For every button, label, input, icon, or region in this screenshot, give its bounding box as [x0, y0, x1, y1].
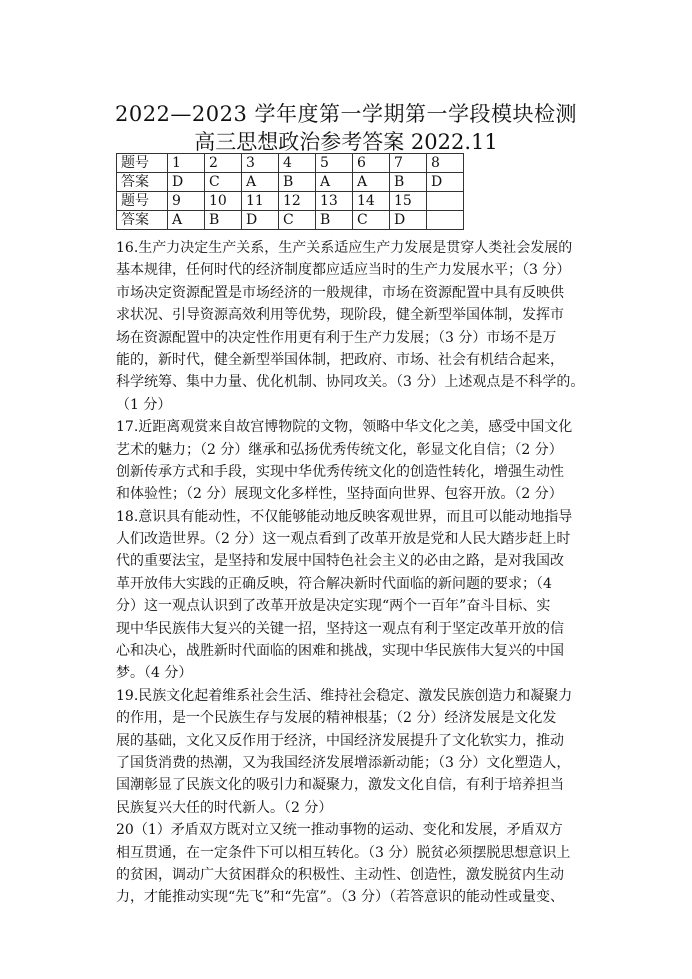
answer-line: 和体验性；（2 分）展现文化多样性，坚持面向世界、包容开放。（2 分）	[116, 486, 563, 503]
answer-q17	[116, 416, 584, 506]
table-cell: 15	[390, 192, 427, 211]
table-cell: B	[279, 173, 316, 192]
answer-line: 18.意识具有能动性，不仅能够能动地反映客观世界，而且可以能动地指导	[116, 508, 573, 525]
table-cell: D	[390, 211, 427, 230]
answer-line: 的贫困，调动广大贫困群众的积极性、主动性、创造性，激发脱贫内生动	[116, 866, 564, 883]
answer-line: 国潮彰显了民族文化的吸引力和凝聚力，激发文化自信，有利于培养担当	[116, 777, 564, 794]
table-row	[117, 192, 464, 211]
answer-line: 代的重要法宝，是坚持和发展中国特色社会主义的必由之路，是对我国改	[116, 553, 564, 570]
table-cell: 1	[168, 154, 205, 173]
answer-line: 市场决定资源配置是市场经济的一般规律，市场在资源配置中具有反映供	[116, 284, 564, 301]
table-cell: 13	[316, 192, 353, 211]
table-row-header: 题号	[117, 154, 168, 173]
answer-line: 16.生产力决定生产关系，生产关系适应生产力发展是贯穿人类社会发展的	[116, 240, 573, 256]
table-row	[117, 211, 464, 230]
answer-line: 科学统筹、集中力量、优化机制、协同攻关。（3 分）上述观点是不科学的。	[116, 374, 584, 391]
answer-line: 心和决心，战胜新时代面临的困难和挑战，实现中华民族伟大复兴的中国	[116, 643, 564, 660]
table-cell: 7	[390, 154, 427, 173]
table-cell: D	[427, 173, 464, 192]
answer-line: 的作用，是一个民族生存与发展的精神根基；（2 分）经济发展是文化发	[116, 710, 557, 727]
table-cell: 11	[242, 192, 279, 211]
table-cell: 9	[168, 192, 205, 211]
answer-line: 基本规律，任何时代的经济制度都应适应当时的生产力发展水平；（3 分）	[116, 262, 571, 279]
answer-line: 展的基础，文化又反作用于经济，中国经济发展提升了文化软实力，推动	[116, 732, 564, 749]
answer-line: 创新传承方式和手段，实现中华优秀传统文化的创造性转化，增强生动性	[116, 463, 564, 480]
answer-line: 人们改造世界。（2 分）这一观点看到了改革开放是党和人民大踏步赶上时	[116, 531, 571, 548]
answer-line: 梦。（4 分）	[116, 665, 193, 682]
table-cell: A	[353, 173, 390, 192]
answer-line: 17.近距离观赏来自故宫博物院的文物，领略中华文化之美，感受中国文化	[116, 419, 573, 436]
answer-q20	[116, 819, 584, 909]
table-row-header: 题号	[117, 192, 168, 211]
table-cell: D	[168, 173, 205, 192]
table-row-header: 答案	[117, 173, 168, 192]
answer-table	[116, 153, 464, 230]
table-cell: B	[390, 173, 427, 192]
answer-line: 艺术的魅力；（2 分）继承和弘扬优秀传统文化，彰显文化自信；（2 分）	[116, 441, 563, 458]
answer-line: 了国货消费的热潮，又为我国经济发展增添新动能；（3 分）文化塑造人，	[116, 754, 571, 771]
answer-line: 能的，新时代，健全新型举国体制，把政府、市场、社会有机结合起来，	[116, 351, 564, 368]
table-cell: C	[279, 211, 316, 230]
table-cell: 6	[353, 154, 390, 173]
table-cell	[427, 192, 464, 211]
table-cell: C	[205, 173, 242, 192]
answer-line: 20（1）矛盾双方既对立又统一推动事物的运动、变化和发展，矛盾双方	[116, 822, 563, 839]
answer-line: 分）这一观点认识到了改革开放是决定实现“两个一百年”奋斗目标、实	[116, 598, 551, 615]
answers-body	[116, 237, 584, 909]
table-cell: 4	[279, 154, 316, 173]
answer-line: 力，才能推动实现“先飞”和“先富”。（3 分）（若答意识的能动性或量变、	[116, 889, 564, 906]
table-row	[117, 154, 464, 173]
answer-line: 相互贯通，在一定条件下可以相互转化。（3 分）脱贫必须摆脱思想意识上	[116, 844, 571, 861]
table-cell: B	[205, 211, 242, 230]
answer-line: （1 分）	[116, 396, 172, 413]
table-cell	[427, 211, 464, 230]
table-cell: 3	[242, 154, 279, 173]
page-title: 2022—2023 学年度第一学期第一学段模块检测	[114, 102, 578, 126]
table-cell: 12	[279, 192, 316, 211]
table-cell: 5	[316, 154, 353, 173]
answer-line: 场在资源配置中的决定性作用更有利于生产力发展；（3 分）市场不是万	[116, 329, 557, 346]
answer-q19	[116, 685, 584, 819]
table-row-header: 答案	[117, 211, 168, 230]
answer-line: 现中华民族伟大复兴的关键一招，坚持这一观点有利于坚定改革开放的信	[116, 620, 564, 637]
table-cell: C	[353, 211, 390, 230]
answer-line: 19.民族文化起着维系社会生活、维持社会稳定、激发民族创造力和凝聚力	[116, 687, 573, 704]
table-cell: A	[168, 211, 205, 230]
table-cell: A	[316, 173, 353, 192]
answer-line: 革开放伟大实践的正确反映，符合解决新时代面临的新问题的要求；（4	[116, 575, 552, 592]
table-cell: A	[242, 173, 279, 192]
answer-line: 求状况、引导资源高效利用等优势，现阶段，健全新型举国体制，发挥市	[116, 307, 564, 324]
answer-q18	[116, 506, 584, 685]
answer-q16	[116, 237, 584, 416]
page-subtitle: 高三思想政治参考答案 2022.11	[194, 130, 498, 154]
table-row	[117, 173, 464, 192]
table-cell: B	[316, 211, 353, 230]
table-cell: 8	[427, 154, 464, 173]
table-cell: 14	[353, 192, 390, 211]
table-cell: D	[242, 211, 279, 230]
table-cell: 10	[205, 192, 242, 211]
answer-line: 民族复兴大任的时代新人。（2 分）	[116, 799, 333, 816]
table-cell: 2	[205, 154, 242, 173]
